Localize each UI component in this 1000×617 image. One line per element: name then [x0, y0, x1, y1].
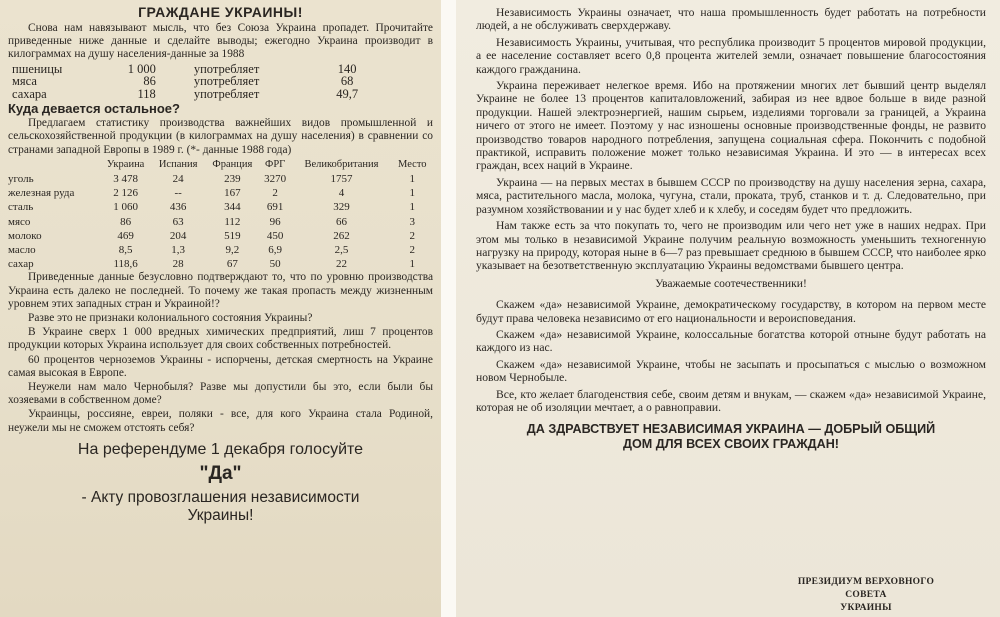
stats-value: 66 [335, 215, 347, 228]
stats-header [8, 158, 100, 172]
stats-value: 4 [338, 187, 345, 200]
stats-product-name: сталь [8, 201, 34, 214]
stats-value: 691 [266, 201, 284, 214]
stats-value: 450 [266, 229, 284, 242]
right-paragraphs [476, 6, 986, 273]
stats-row [8, 229, 432, 243]
question-heading: Куда девается остальное? [8, 101, 180, 117]
motto-line-1: ДА ЗДРАВСТВУЕТ НЕЗАВИСИМАЯ УКРАИНА — ДОБРЫЙ ОБЩИЙ [526, 422, 936, 437]
production-table [12, 63, 382, 101]
stats-value: 50 [269, 258, 281, 271]
stats-header: Испания [158, 158, 198, 170]
stats-value: 239 [224, 172, 241, 185]
stats-value: 22 [335, 258, 347, 271]
signature [786, 576, 946, 615]
production-produced: 86 [143, 74, 156, 89]
stats-header: Великобритания [304, 158, 379, 170]
stats-value: 96 [269, 215, 281, 228]
stats-value: 2,5 [334, 243, 349, 256]
stats-header: Франция [212, 158, 253, 170]
production-item: сахара [12, 86, 47, 101]
stats-product-name: сахар [8, 258, 34, 271]
referendum-call: На референдуме 1 декабря голосуйте [77, 440, 364, 458]
stats-product-name: масло [8, 243, 36, 256]
left-paragraph: В Украине сверх 1 000 вредных химических предприятий, лиш 7 процентов продукции которых Украина использует для своих собственных потребностей. [8, 326, 433, 352]
left-paragraph: Разве это не признаки колониального состояния Украины? [28, 311, 313, 324]
leaflet-right-page [456, 0, 1000, 617]
say-yes-paragraph: Все, кто желает благоденствия себе, своим детям и внукам, — скажем «да» независимой Украине, которая не об изоляции мечтает, а о равноправии. [476, 387, 986, 414]
stats-row [8, 186, 432, 200]
stats-value: 2 [409, 229, 416, 242]
stats-intro-paragraph: Предлагаем статистику производства важнейших видов промышленной и сельскохозяйственной продукции (в килограммах на душу населения) в сравнении со странами западной Европы в 1989 г. (*- данные 1988 года) [8, 117, 433, 156]
stats-value: 24 [172, 172, 184, 185]
stats-header: ФРГ [265, 158, 286, 170]
stats-row [8, 257, 432, 271]
production-consumed: 68 [340, 74, 354, 89]
stats-value: 519 [224, 229, 241, 242]
stats-value: 112 [224, 215, 241, 228]
left-paragraph: 60 процентов черноземов Украины - испорчены, детская смертность на Украине самая высокая в Европе. [8, 353, 433, 379]
act-line-2: Украины! [187, 506, 254, 524]
stats-value: 469 [117, 229, 134, 242]
stats-value: 63 [172, 215, 184, 228]
stats-product-name: молоко [8, 229, 42, 242]
stats-value: 28 [172, 258, 184, 271]
page-gutter [441, 0, 456, 617]
stats-row [8, 243, 432, 257]
production-verb: употребляет [193, 74, 260, 89]
stats-value: 167 [224, 187, 241, 200]
stats-value: 344 [224, 201, 241, 214]
stats-value: 8,5 [118, 243, 133, 256]
stats-header: Украина [106, 158, 145, 170]
stats-value: 436 [169, 201, 187, 214]
production-consumed: 49,7 [336, 86, 359, 101]
stats-value: 3 478 [113, 172, 138, 185]
production-item: мяса [12, 74, 37, 89]
stats-value: 1,3 [171, 243, 186, 256]
right-paragraph: Независимость Украины, учитывая, что республика производит 5 процентов мировой продукции, а ее население составляет всего 0,8 процента жителей земли, означает повышение благосостояния каждого гражданина. [476, 35, 986, 76]
stats-value: 204 [169, 229, 187, 242]
production-row [12, 75, 382, 88]
stats-value: 1 [409, 258, 416, 271]
say-yes-paragraph: Скажем «да» независимой Украине, колоссальные богатства которой отныне будут работать на каждого из нас. [476, 327, 986, 355]
stats-value: 262 [333, 229, 350, 242]
stats-value: -- [174, 187, 182, 200]
stats-value: 6,9 [268, 243, 283, 256]
stats-row [8, 172, 432, 186]
right-paragraph: Независимость Украины означает, что наша промышленность будет работать на потребности людей, а не обслуживать сверхдержаву. [476, 6, 986, 33]
say-yes-paragraph: Скажем «да» независимой Украине, демократическому государству, в котором на первом месте будут права человека независимо от его национальности и вероисповедания. [476, 298, 986, 325]
vote-yes: "Да" [199, 462, 242, 484]
stats-value: 329 [333, 201, 350, 214]
right-paragraph: Нам также есть за что покупать то, чего не производим или чего нет уже в наших недрах. При этом мы только в независимой Украине получим реальную возможность уменьшить техногенную нагрузку на природу, которая ныне в 6—7 раз превышает среднюю в бывшем СССР, что наиболее ярко указывает на безответственную эксплуатацию Украины ведомствами бывшего центра. [476, 219, 986, 273]
right-paragraph: Украина переживает нелегкое время. Ибо на протяжении многих лет бывший центр выделял Украине не более 13 процентов капиталовложений, забирая из нее вдвое больше в виде разной продукции. Нашей электроэнергией, нашим сырьем, изделиями торговали за границей, а Украина ничего от этого не имеет. Поэтому у нас изношены основные производственные фонды, не развито производство товаров народного потребления, запущена социальная сфера. Покончить с подобной практикой, исправить положение может только независимая Украина. И это — в интересах всех граждан, всех наций в Украине. [476, 79, 986, 173]
left-paragraphs [8, 271, 433, 434]
statistics-table [8, 158, 432, 272]
right-paragraph: Украина — на первых местах в бывшем СССР по производству на душу населения зерна, сахара, мяса, растительного масла, молока, чугуна, стали, проката, труб, станков и т. д. Следовательно, при разумном хозяйствовании и у нас будет хлеб и к хлебу, и соседям будет что предложить. [476, 175, 986, 216]
stats-product-name: железная руда [8, 187, 75, 200]
stats-value: 2 [409, 243, 416, 256]
act-line-1: - Акту провозглашения независимости [81, 488, 360, 506]
stats-row [8, 215, 432, 229]
stats-value: 1 060 [113, 201, 138, 214]
stats-value: 2 126 [113, 187, 138, 200]
greeting: Уважаемые соотечественники! [655, 276, 807, 290]
stats-value: 118,6 [113, 258, 138, 271]
production-consumed: 140 [337, 61, 357, 76]
production-row [12, 88, 382, 101]
stats-value: 1 [409, 187, 416, 200]
stats-value: 86 [120, 215, 132, 228]
stats-value: 3270 [264, 172, 287, 185]
stats-value: 9,2 [225, 243, 240, 256]
production-produced: 118 [137, 86, 156, 101]
stats-row [8, 200, 432, 214]
leaflet-left-page [0, 0, 441, 617]
signature-line-2: УКРАИНЫ [840, 603, 892, 613]
motto-line-2: ДОМ ДЛЯ ВСЕХ СВОИХ ГРАЖДАН! [622, 437, 839, 452]
production-item: пшеницы [12, 61, 63, 76]
stats-value: 3 [409, 215, 416, 228]
leaflet-title: ГРАЖДАНЕ УКРАИНЫ! [138, 4, 303, 20]
production-verb: употребляет [193, 61, 260, 76]
act-of-independence [8, 489, 433, 525]
stats-value: 67 [226, 258, 238, 271]
say-yes-paragraphs [476, 298, 986, 414]
stats-product-name: уголь [8, 172, 34, 185]
stats-value: 1757 [330, 172, 353, 185]
stats-header: Место [398, 158, 427, 170]
left-paragraph: Приведенные данные безусловно подтверждают то, что по уровню производства Украина есть далеко не последней. То почему же такая пропасть между жизненным уровнем этих западных стран и Украиной!? [8, 271, 433, 310]
intro-paragraph: Снова нам навязывают мысль, что без Союза Украина пропадет. Прочитайте приведенные ниже данные и сделайте выводы; ежегодно Украина производит в килограммах на душу населения-данные за 1988 [8, 22, 433, 61]
left-paragraph: Украинцы, россияне, евреи, поляки - все, для кого Украина стала Родиной, неужели мы не сможем отстоять себя? [8, 408, 433, 434]
say-yes-paragraph: Скажем «да» независимой Украине, чтобы не засыпать и просыпаться с мыслью о возможном новом Чернобыле. [476, 357, 986, 385]
production-verb: употребляет [193, 86, 260, 101]
stats-value: 1 [409, 172, 416, 185]
motto [476, 422, 986, 452]
signature-line-1: ПРЕЗИДИУМ ВЕРХОВНОГО СОВЕТА [797, 577, 935, 600]
stats-value: 1 [409, 201, 416, 214]
stats-product-name: мясо [8, 215, 31, 228]
production-produced: 1 000 [127, 61, 156, 76]
left-paragraph: Неужели нам мало Чернобыля? Разве мы допустили бы это, если были бы хозяевами в собственном доме? [8, 380, 433, 407]
stats-value: 2 [272, 187, 278, 200]
